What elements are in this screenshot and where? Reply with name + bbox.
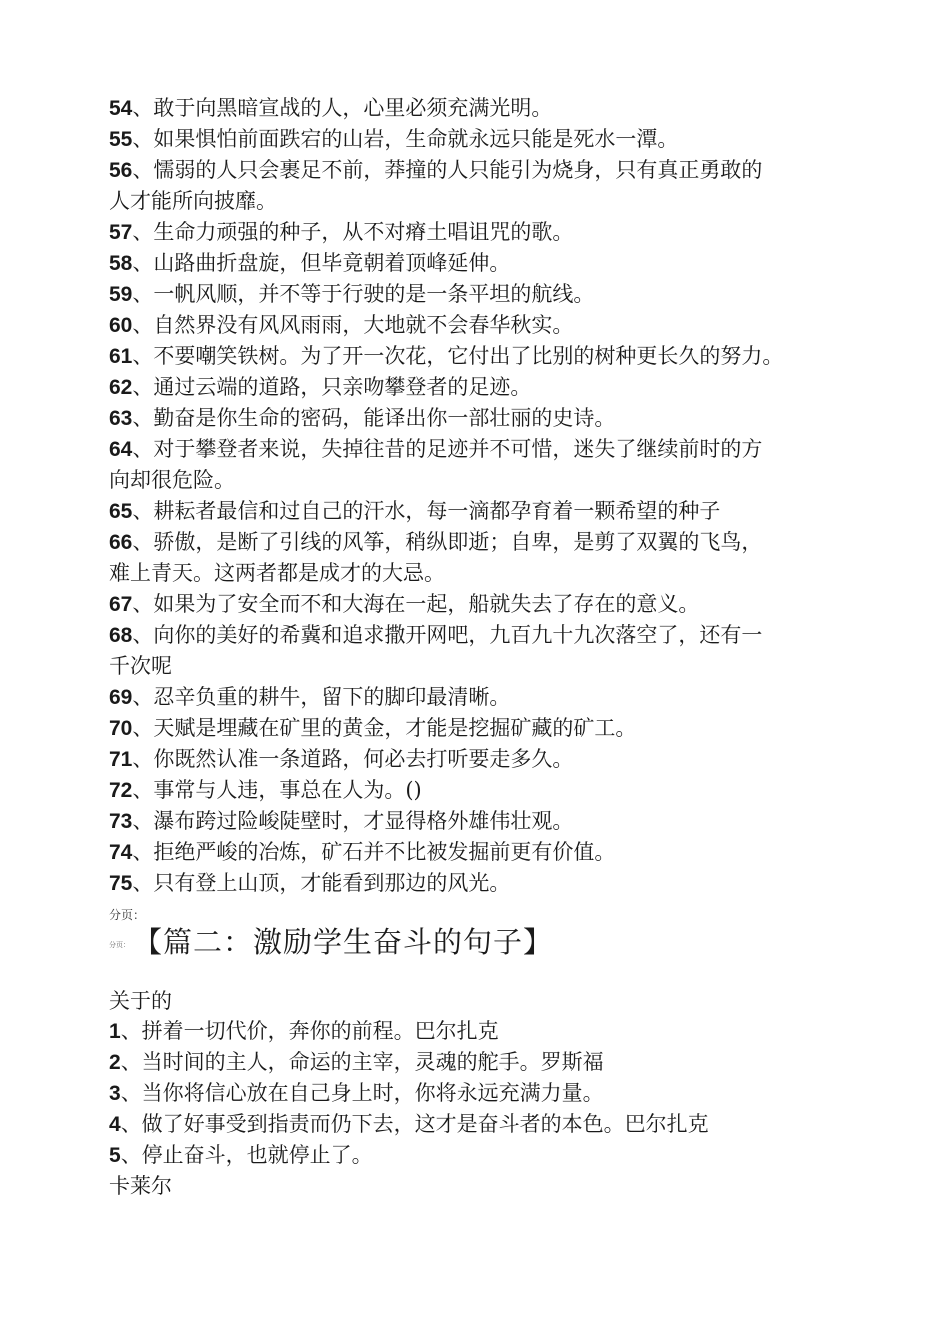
- list-item: [109, 868, 510, 899]
- item-text: 、当你将信心放在自己身上时，你将永远充满力量。: [120, 1081, 604, 1105]
- item-number: 60: [109, 314, 133, 337]
- list-item: [109, 93, 552, 124]
- item-number: 64: [109, 438, 133, 461]
- list-item: [109, 682, 510, 713]
- section-intro: 关于的: [109, 989, 172, 1013]
- list-item: [109, 837, 615, 868]
- item-text: 、天赋是埋藏在矿里的黄金，才能是挖掘矿藏的矿工。: [132, 716, 637, 740]
- list-item: [109, 589, 699, 620]
- item-text: 、山路曲折盘旋，但毕竟朝着顶峰延伸。: [132, 251, 511, 275]
- item-text: 、生命力顽强的种子，从不对瘠土唱诅咒的歌。: [132, 220, 574, 244]
- item-text: 、你既然认准一条道路，何必去打听要走多久。: [132, 747, 574, 771]
- item-text: 、敢于向黑暗宣战的人，心里必须充满光明。: [132, 96, 553, 120]
- list-item: [109, 651, 172, 682]
- list-item: [109, 248, 510, 279]
- list-item: [109, 744, 573, 775]
- list-item: [109, 1078, 604, 1109]
- item-text: 、如果惧怕前面跌宕的山岩，生命就永远只能是死水一潭。: [132, 127, 679, 151]
- item-text: 、一帆风顺，并不等于行驶的是一条平坦的航线。: [132, 282, 595, 306]
- list-item: [109, 713, 636, 744]
- item-text: 、拼着一切代价，奔你的前程。巴尔扎克: [120, 1019, 499, 1043]
- item-number: 70: [109, 717, 133, 740]
- item-text: 、通过云端的道路，只亲吻攀登者的足迹。: [132, 375, 532, 399]
- item-text: 人才能所向披靡。: [109, 189, 277, 213]
- item-text: 、勤奋是你生命的密码，能译出你一部壮丽的史诗。: [132, 406, 616, 430]
- item-text: 、只有登上山顶，才能看到那边的风光。: [132, 871, 511, 895]
- item-number: 67: [109, 593, 133, 616]
- item-number: 54: [109, 97, 133, 120]
- list-item: [109, 620, 762, 651]
- list-item: [109, 775, 422, 806]
- item-number: 72: [109, 779, 133, 802]
- item-text: 、自然界没有风风雨雨，大地就不会春华秋实。: [132, 313, 574, 337]
- item-number: 2: [109, 1051, 121, 1074]
- item-text: 、做了好事受到指责而仍下去，这才是奋斗者的本色。巴尔扎克: [120, 1112, 709, 1136]
- item-text: 难上青天。这两者都是成才的大忌。: [109, 561, 445, 585]
- item-text: 、当时间的主人，命运的主宰，灵魂的舵手。罗斯福: [120, 1050, 604, 1074]
- list-item: [109, 403, 615, 434]
- list-item: [109, 310, 573, 341]
- list-item: [109, 279, 594, 310]
- item-number: 3: [109, 1082, 121, 1105]
- item-text: 、耕耘者最信和过自己的汗水，每一滴都孕育着一颗希望的种子: [132, 499, 721, 523]
- item-number: 63: [109, 407, 133, 430]
- item-number: 55: [109, 128, 133, 151]
- list-item: [109, 1047, 604, 1078]
- item-number: 57: [109, 221, 133, 244]
- item-number: 71: [109, 748, 133, 771]
- list-item: [109, 155, 762, 186]
- item-text: 、瀑布跨过险峻陡壁时，才显得格外雄伟壮观。: [132, 809, 574, 833]
- item-number: 61: [109, 345, 133, 368]
- item-number: 4: [109, 1113, 121, 1136]
- list-item: [109, 1109, 709, 1140]
- item-number: 75: [109, 872, 133, 895]
- section-outro: 卡莱尔: [109, 1174, 172, 1198]
- item-text: 、不要嘲笑铁树。为了开一次花，它付出了比别的树种更长久的努力。: [132, 344, 784, 368]
- item-text: 、停止奋斗，也就停止了。: [120, 1143, 373, 1167]
- item-number: 73: [109, 810, 133, 833]
- item-number: 74: [109, 841, 133, 864]
- list-item: [109, 1140, 373, 1171]
- item-text: 向却很危险。: [109, 468, 235, 492]
- list-item: [109, 465, 235, 496]
- list-item: [109, 124, 678, 155]
- list-item: [109, 217, 573, 248]
- item-text: 、拒绝严峻的冶炼，矿石并不比被发掘前更有价值。: [132, 840, 616, 864]
- list-item: [109, 1016, 499, 1047]
- list-item: [109, 372, 531, 403]
- item-text: 、忍辛负重的耕牛，留下的脚印最清晰。: [132, 685, 511, 709]
- item-number: 59: [109, 283, 133, 306]
- list-item: [109, 558, 445, 589]
- item-number: 69: [109, 686, 133, 709]
- item-number: 68: [109, 624, 133, 647]
- item-number: 62: [109, 376, 133, 399]
- page-break-label: 分页：: [109, 908, 146, 922]
- list-item: [109, 341, 783, 372]
- item-number: 58: [109, 252, 133, 275]
- item-text: 、懦弱的人只会裹足不前，莽撞的人只能引为烧身，只有真正勇敢的: [132, 158, 763, 182]
- list-item: [109, 496, 720, 527]
- list-item: [109, 806, 573, 837]
- list-item: [109, 527, 762, 558]
- list-item: [109, 434, 762, 465]
- item-number: 5: [109, 1144, 121, 1167]
- item-text: 、对于攀登者来说，失掉往昔的足迹并不可惜，迷失了继续前时的方: [132, 437, 763, 461]
- item-text: 、事常与人违，事总在人为。(): [132, 778, 422, 802]
- item-text: 、骄傲，是断了引线的风筝，稍纵即逝；自卑，是剪了双翼的飞鸟，: [132, 530, 763, 554]
- item-number: 1: [109, 1020, 121, 1043]
- list-item: [109, 186, 277, 217]
- page-break-marker: 分页：: [109, 941, 130, 949]
- section-heading: 【篇二：激励学生奋斗的句子】: [133, 925, 554, 959]
- item-number: 56: [109, 159, 133, 182]
- item-text: 千次呢: [109, 654, 172, 678]
- item-text: 、如果为了安全而不和大海在一起，船就失去了存在的意义。: [132, 592, 700, 616]
- item-text: 、向你的美好的希冀和追求撒开网吧，九百九十九次落空了，还有一: [132, 623, 763, 647]
- item-number: 65: [109, 500, 133, 523]
- item-number: 66: [109, 531, 133, 554]
